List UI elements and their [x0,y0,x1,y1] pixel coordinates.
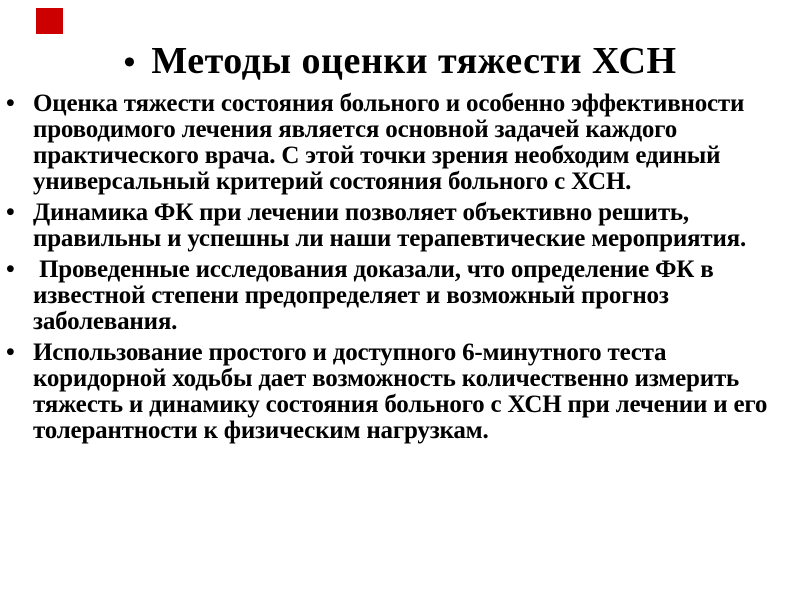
page-title: Методы оценки тяжести ХСН [151,40,677,82]
bullet-dot: • [6,89,15,117]
bullet-text: Проведенные исследования доказали, что определение ФК в известной степени предопределяет и возможный прогноз заболевания. [33,255,720,335]
bullet-dot: • [6,255,15,283]
bullet-item [6,91,784,195]
slide-body [0,91,800,444]
bullet-item [6,200,784,252]
bullet-text: Динамика ФК при лечении позволяет объективно решить, правильны и успешны ли наши терапевтические мероприятия. [33,198,747,252]
bullet-item [6,340,784,444]
bullet-item [6,257,784,335]
bullet-dot: • [6,198,15,226]
bullet-text: Оценка тяжести состояния больного и особенно эффективности проводимого лечения является основной задачей каждого практического врача. С этой точки зрения необходим единый универсальный критерий состояния больного с ХСН. [33,89,751,195]
title-bullet: • [123,44,136,81]
bullet-text: Использование простого и доступного 6-минутного теста коридорной ходьбы дает возможность количественно измерить тяжесть и динамику состояния больного с ХСН при лечении и его толерантности к физическим нагрузкам. [33,338,774,444]
bullet-dot: • [6,338,15,366]
red-square-decoration [36,8,63,34]
slide-title-row [0,40,800,83]
